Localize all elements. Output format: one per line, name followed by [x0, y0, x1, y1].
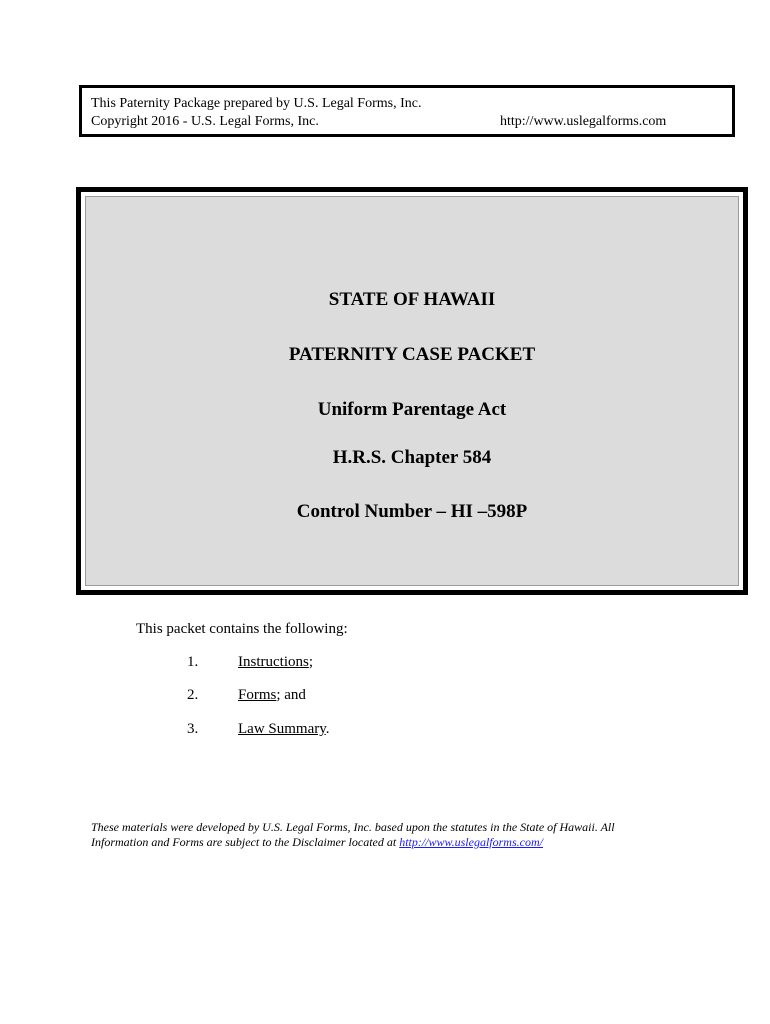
- packet-title: PATERNITY CASE PACKET: [288, 344, 536, 365]
- list-item-suffix: ;: [308, 654, 313, 670]
- title-box: [76, 187, 748, 595]
- instructions-link[interactable]: Instructions: [238, 654, 309, 670]
- list-item-suffix: ; and: [276, 687, 306, 703]
- law-summary-link[interactable]: Law Summary: [238, 721, 326, 737]
- title-panel: [85, 196, 739, 586]
- list-item-number: 2.: [187, 687, 199, 703]
- chapter-title: H.R.S. Chapter 584: [332, 447, 492, 468]
- footer-line-2-text: Information and Forms are subject to the Disclaimer located at: [91, 835, 400, 849]
- footer-line-1: These materials were developed by U.S. Legal Forms, Inc. based upon the statutes in the State of Hawaii. All: [91, 820, 615, 834]
- list-item: [238, 653, 313, 671]
- list-item-suffix: .: [325, 721, 330, 737]
- disclaimer-link[interactable]: http://www.uslegalforms.com/: [399, 835, 543, 849]
- disclaimer-footer: [91, 820, 691, 850]
- control-number: Control Number – HI –598P: [296, 501, 528, 522]
- copyright-text: Copyright 2016 - U.S. Legal Forms, Inc.: [91, 114, 319, 129]
- act-title: Uniform Parentage Act: [317, 399, 507, 420]
- list-item: [238, 720, 330, 738]
- contents-intro: This packet contains the following:: [136, 621, 348, 637]
- footer-line-2: [91, 835, 691, 850]
- list-item-number: 3.: [187, 721, 199, 737]
- prepared-by-text: This Paternity Package prepared by U.S. Legal Forms, Inc.: [91, 96, 422, 111]
- list-item-number: 1.: [187, 654, 199, 670]
- list-item: [238, 686, 306, 704]
- forms-link[interactable]: Forms: [238, 687, 277, 703]
- header-url-text: http://www.uslegalforms.com: [500, 114, 667, 129]
- state-title: STATE OF HAWAII: [328, 289, 496, 310]
- header-box: [79, 85, 735, 137]
